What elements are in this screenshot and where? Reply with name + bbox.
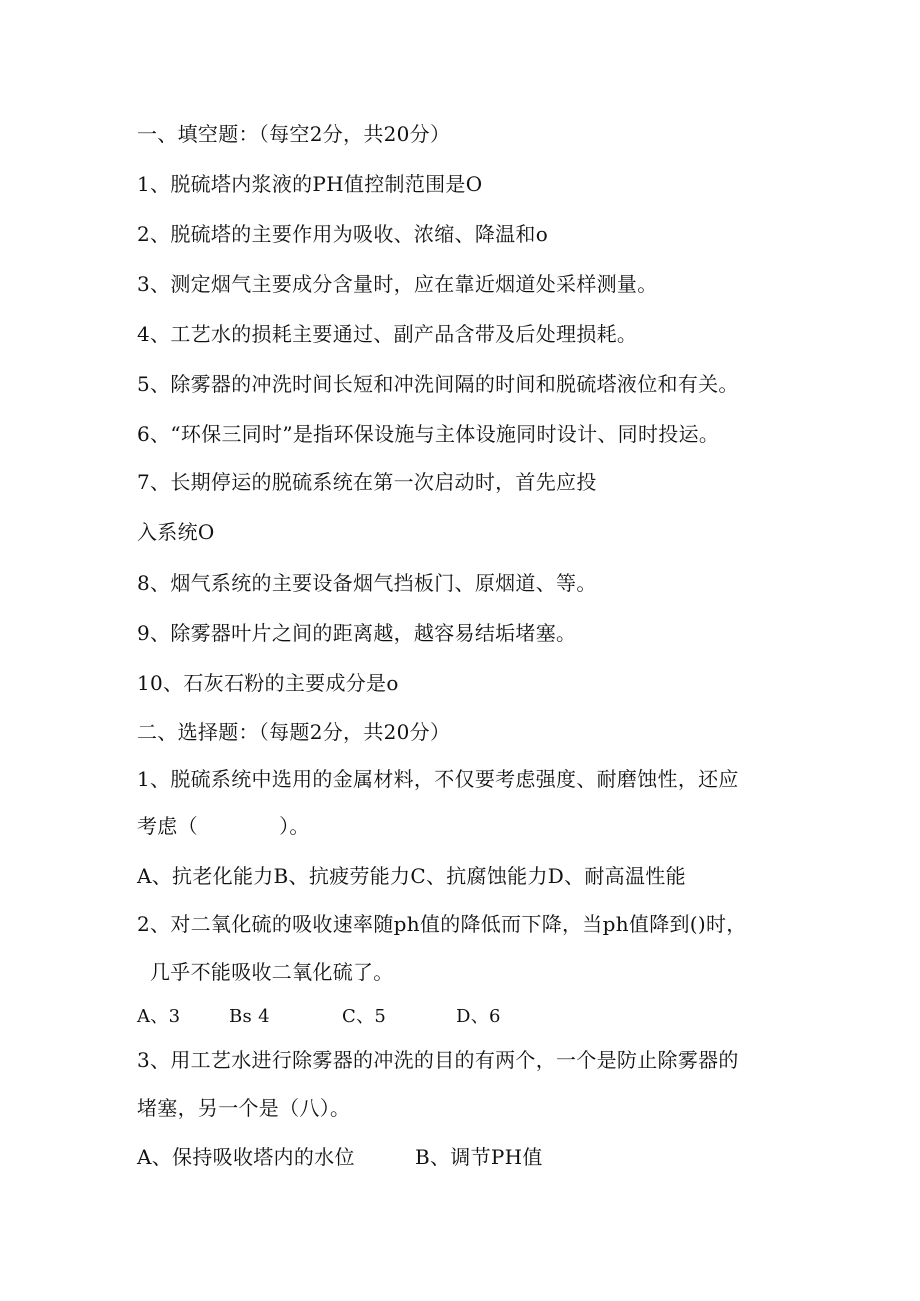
section2-heading: 二、选择题：（每题2分，共20分）	[137, 720, 451, 744]
question-1: 1、脱硫塔内浆液的PH值控制范围是O	[137, 172, 483, 196]
question-10: 10、石灰石粉的主要成分是o	[137, 671, 399, 695]
option-d: D、6	[456, 1006, 501, 1027]
mc-question-2-options	[137, 1004, 501, 1030]
question-7-line2: 入系统O	[137, 520, 215, 544]
mc-question-2-line2: 几乎不能吸收二氧化硫了。	[150, 960, 394, 984]
option-c: C、5	[342, 1006, 387, 1027]
mc-question-1-options: A、抗老化能力B、抗疲劳能力C、抗腐蚀能力D、耐高温性能	[137, 864, 686, 888]
mc-question-3-options	[137, 1144, 543, 1170]
option-a: A、保持吸收塔内的水位	[137, 1145, 355, 1169]
question-8: 8、烟气系统的主要设备烟气挡板门、原烟道、等。	[137, 571, 597, 595]
question-2: 2、脱硫塔的主要作用为吸收、浓缩、降温和o	[137, 222, 549, 246]
mc-question-1-line2: 考虑（ ）。	[137, 814, 310, 838]
section1-heading: 一、填空题：（每空2分，共20分）	[137, 122, 451, 146]
option-b: Bs 4	[229, 1006, 270, 1027]
mc-question-3-line2: 堵塞，另一个是（八）。	[137, 1096, 351, 1120]
question-5: 5、除雾器的冲洗时间长短和冲洗间隔的时间和脱硫塔液位和有关。	[137, 372, 739, 396]
mc-question-1-line1: 1、脱硫系统中选用的金属材料，不仅要考虑强度、耐磨蚀性，还应	[137, 767, 739, 791]
mc-question-3-line1: 3、用工艺水进行除雾器的冲洗的目的有两个，一个是防止除雾器的	[137, 1048, 739, 1072]
mc-question-2-line1: 2、对二氧化硫的吸收速率随ph值的降低而下降，当ph值降到()时，	[137, 912, 747, 936]
question-6: 6、“环保三同时”是指环保设施与主体设施同时设计、同时投运。	[137, 422, 720, 446]
question-9: 9、除雾器叶片之间的距离越，越容易结垢堵塞。	[137, 621, 577, 645]
question-7-line1: 7、长期停运的脱硫系统在第一次启动时，首先应投	[137, 470, 597, 494]
question-3: 3、测定烟气主要成分含量时，应在靠近烟道处采样测量。	[137, 272, 658, 296]
option-b: B、调节PH值	[415, 1145, 543, 1169]
option-a: A、3	[137, 1006, 181, 1027]
question-4: 4、工艺水的损耗主要通过、副产品含带及后处理损耗。	[137, 322, 638, 346]
